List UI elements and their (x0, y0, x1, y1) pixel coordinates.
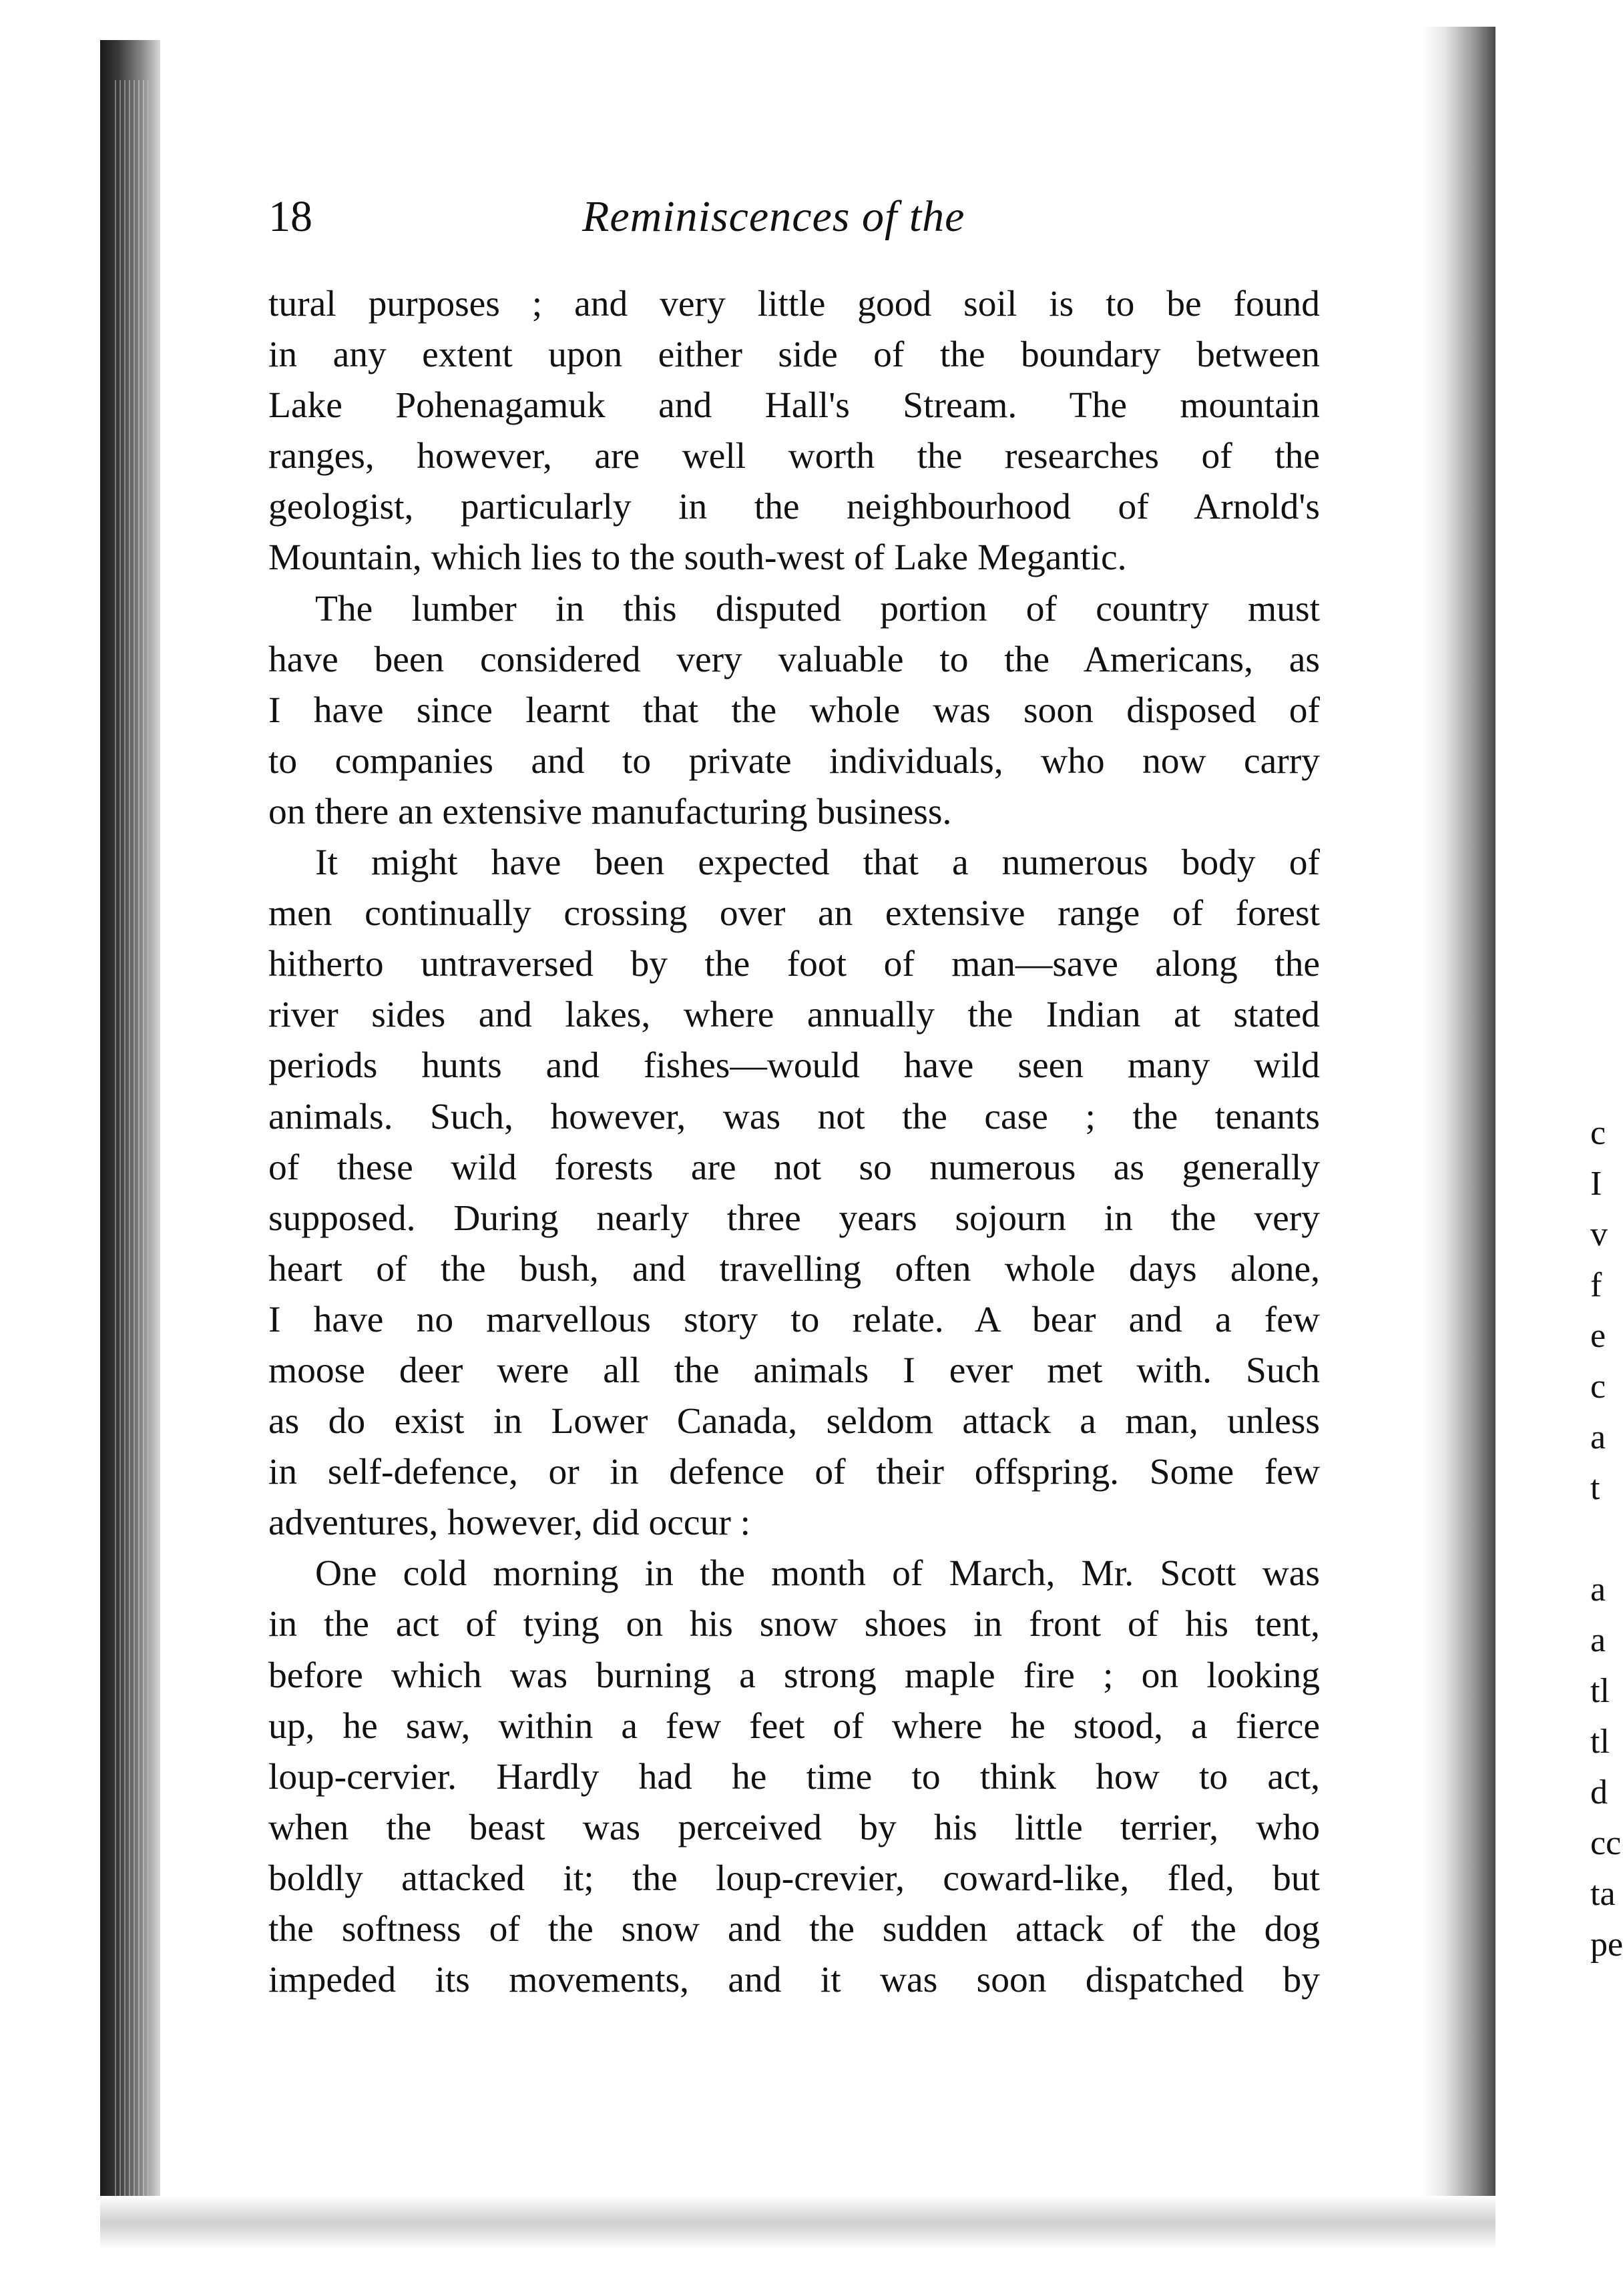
body-text (268, 279, 1320, 2006)
page-number: 18 (268, 192, 312, 241)
text-line: periods hunts and fishes—would have seen many wild (268, 1045, 1320, 1087)
running-title: Reminiscences of the (582, 192, 965, 241)
facing-fragment: a (1590, 1418, 1606, 1456)
facing-fragment: f (1590, 1266, 1602, 1304)
facing-fragment: ta (1590, 1875, 1616, 1913)
facing-fragment: tl (1590, 1723, 1610, 1761)
text-line: impeded its movements, and it was soon dispatched by (268, 1960, 1320, 2001)
text-line: loup-cervier. Hardly had he time to think how to act, (268, 1756, 1320, 1797)
text-line: river sides and lakes, where annually the Indian at stated (268, 994, 1320, 1036)
text-line: up, he saw, within a few feet of where he stood, a fierce (268, 1705, 1320, 1747)
text-line: One cold morning in the month of March, Mr. Scott was (315, 1553, 1320, 1595)
text-line: supposed. During nearly three years sojourn in the very (268, 1197, 1320, 1239)
facing-fragment: e (1590, 1317, 1606, 1355)
text-line: Mountain, which lies to the south-west of Lake Megantic. (268, 537, 1127, 579)
facing-fragment: d (1590, 1773, 1608, 1811)
text-line: to companies and to private individuals, who now carry (268, 740, 1320, 782)
binding-shadow (1422, 27, 1495, 2203)
running-head (268, 187, 1323, 247)
text-line: I have since learnt that the whole was soon disposed of (268, 689, 1320, 731)
text-line: The lumber in this disputed portion of country must (315, 588, 1320, 629)
bottom-edge (100, 2196, 1495, 2249)
facing-fragment: pe (1590, 1926, 1623, 1964)
facing-page-text (1590, 1108, 1623, 1970)
text-line: animals. Such, however, was not the case ; the tenants (268, 1096, 1320, 1137)
text-line: when the beast was perceived by his little terrier, who (268, 1807, 1320, 1848)
text-line: heart of the bush, and travelling often whole days alone, (268, 1248, 1320, 1289)
facing-fragment: a (1590, 1621, 1606, 1659)
text-line: on there an extensive manufacturing business. (268, 791, 952, 832)
text-line: moose deer were all the animals I ever met with. Such (268, 1350, 1320, 1391)
text-line: I have no marvellous story to relate. A bear and a few (268, 1299, 1320, 1340)
facing-fragment: I (1590, 1165, 1602, 1203)
facing-fragment: a (1590, 1570, 1606, 1609)
left-margin (0, 0, 100, 2296)
page-edges (115, 80, 148, 2203)
facing-fragment: c (1590, 1368, 1606, 1406)
facing-fragment (1590, 1514, 1616, 1564)
text-line: It might have been expected that a numerous body of (315, 842, 1320, 884)
facing-fragment: t (1590, 1469, 1600, 1507)
text-line: in the act of tying on his snow shoes in front of his tent, (268, 1604, 1320, 1645)
text-line: the softness of the snow and the sudden attack of the dog (268, 1909, 1320, 1950)
facing-fragment: c (1590, 1114, 1606, 1152)
facing-fragment: cc (1590, 1824, 1622, 1862)
text-line: in self-defence, or in defence of their offspring. Some few (268, 1452, 1320, 1493)
text-line: before which was burning a strong maple fire ; on looking (268, 1655, 1320, 1696)
text-line: tural purposes ; and very little good soil is to be found (268, 284, 1320, 324)
text-line: hitherto untraversed by the foot of man—save along the (268, 944, 1320, 985)
text-line: as do exist in Lower Canada, seldom attack a man, unless (268, 1401, 1320, 1442)
text-line: geologist, particularly in the neighbourhood of Arnold's (268, 487, 1320, 528)
facing-fragment: v (1590, 1215, 1608, 1253)
text-line: adventures, however, did occur : (268, 1502, 751, 1544)
text-line: ranges, however, are well worth the researches of the (268, 436, 1320, 477)
text-line: of these wild forests are not so numerous as generally (268, 1147, 1320, 1188)
text-line: boldly attacked it; the loup-crevier, coward-like, fled, but (268, 1857, 1320, 1899)
text-line: in any extent upon either side of the boundary between (268, 334, 1320, 376)
facing-fragment: tl (1590, 1672, 1610, 1710)
text-line: have been considered very valuable to the Americans, as (268, 639, 1320, 680)
text-line: men continually crossing over an extensive range of forest (268, 893, 1320, 934)
text-line: Lake Pohenagamuk and Hall's Stream. The mountain (268, 385, 1320, 426)
